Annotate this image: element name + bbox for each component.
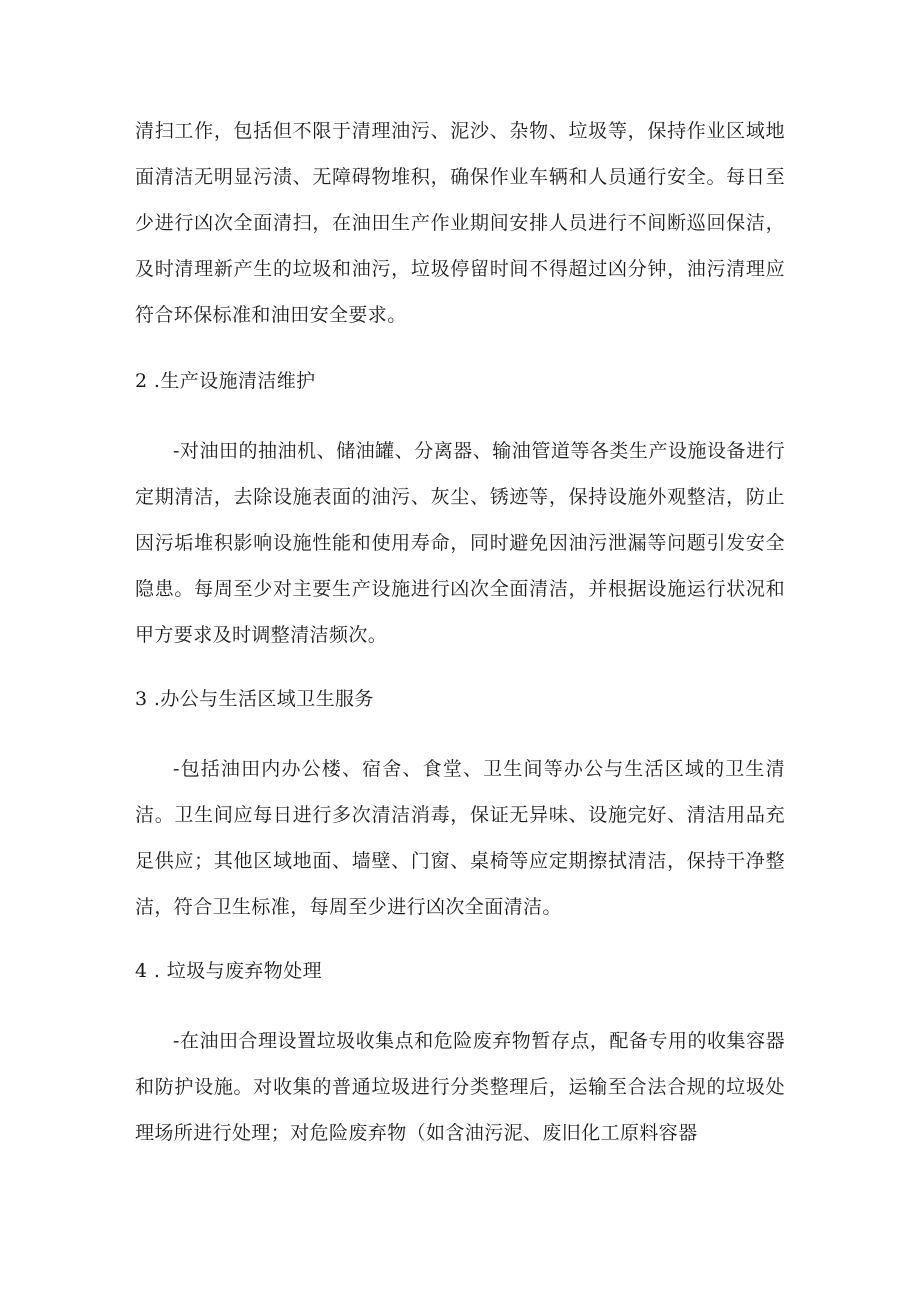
paragraph-office-living-hygiene: -包括油田内办公楼、宿舍、食堂、卫生间等办公与生活区域的卫生清洁。卫生间应每日进行多次清洁消毒，保证无异味、设施完好、清洁用品充足供应；其他区域地面、墙壁、门窗、桌椅等应定期擦拭清洁，保持干净整洁，符合卫生标准，每周至少进行凶次全面清洁。 (135, 758, 785, 918)
section-heading-4: 4 . 垃圾与废弃物处理 (135, 960, 323, 982)
section-heading-2: 2 .生产设施清洁维护 (135, 370, 316, 392)
paragraph-facility-cleaning: -对油田的抽油机、储油罐、分离器、输油管道等各类生产设施设备进行定期清洁，去除设施表面的油污、灰尘、锈迹等，保持设施外观整洁，防止因污垢堆积影响设施性能和使用寿命，同时避免因油污泄漏等问题引发安全隐患。每周至少对主要生产设施进行凶次全面清洁，并根据设施运行状况和甲方要求及时调整清洁频次。 (135, 440, 785, 646)
paragraph-waste-disposal: -在油田合理设置垃圾收集点和危险废弃物暂存点，配备专用的收集容器和防护设施。对收集的普通垃圾进行分类整理后，运输至合法合规的垃圾处理场所进行处理；对危险废弃物（如含油污泥、废旧化工原料容器 (135, 1030, 785, 1144)
paragraph-cleaning-work: 清扫工作，包括但不限于清理油污、泥沙、杂物、垃圾等，保持作业区域地面清洁无明显污渍、无障碍物堆积，确保作业车辆和人员通行安全。每日至少进行凶次全面清扫，在油田生产作业期间安排人员进行不间断巡回保洁，及时清理新产生的垃圾和油污，垃圾停留时间不得超过凶分钟，油污清理应符合环保标准和油田安全要求。 (135, 120, 785, 326)
section-heading-3: 3 .办公与生活区域卫生服务 (135, 688, 374, 710)
